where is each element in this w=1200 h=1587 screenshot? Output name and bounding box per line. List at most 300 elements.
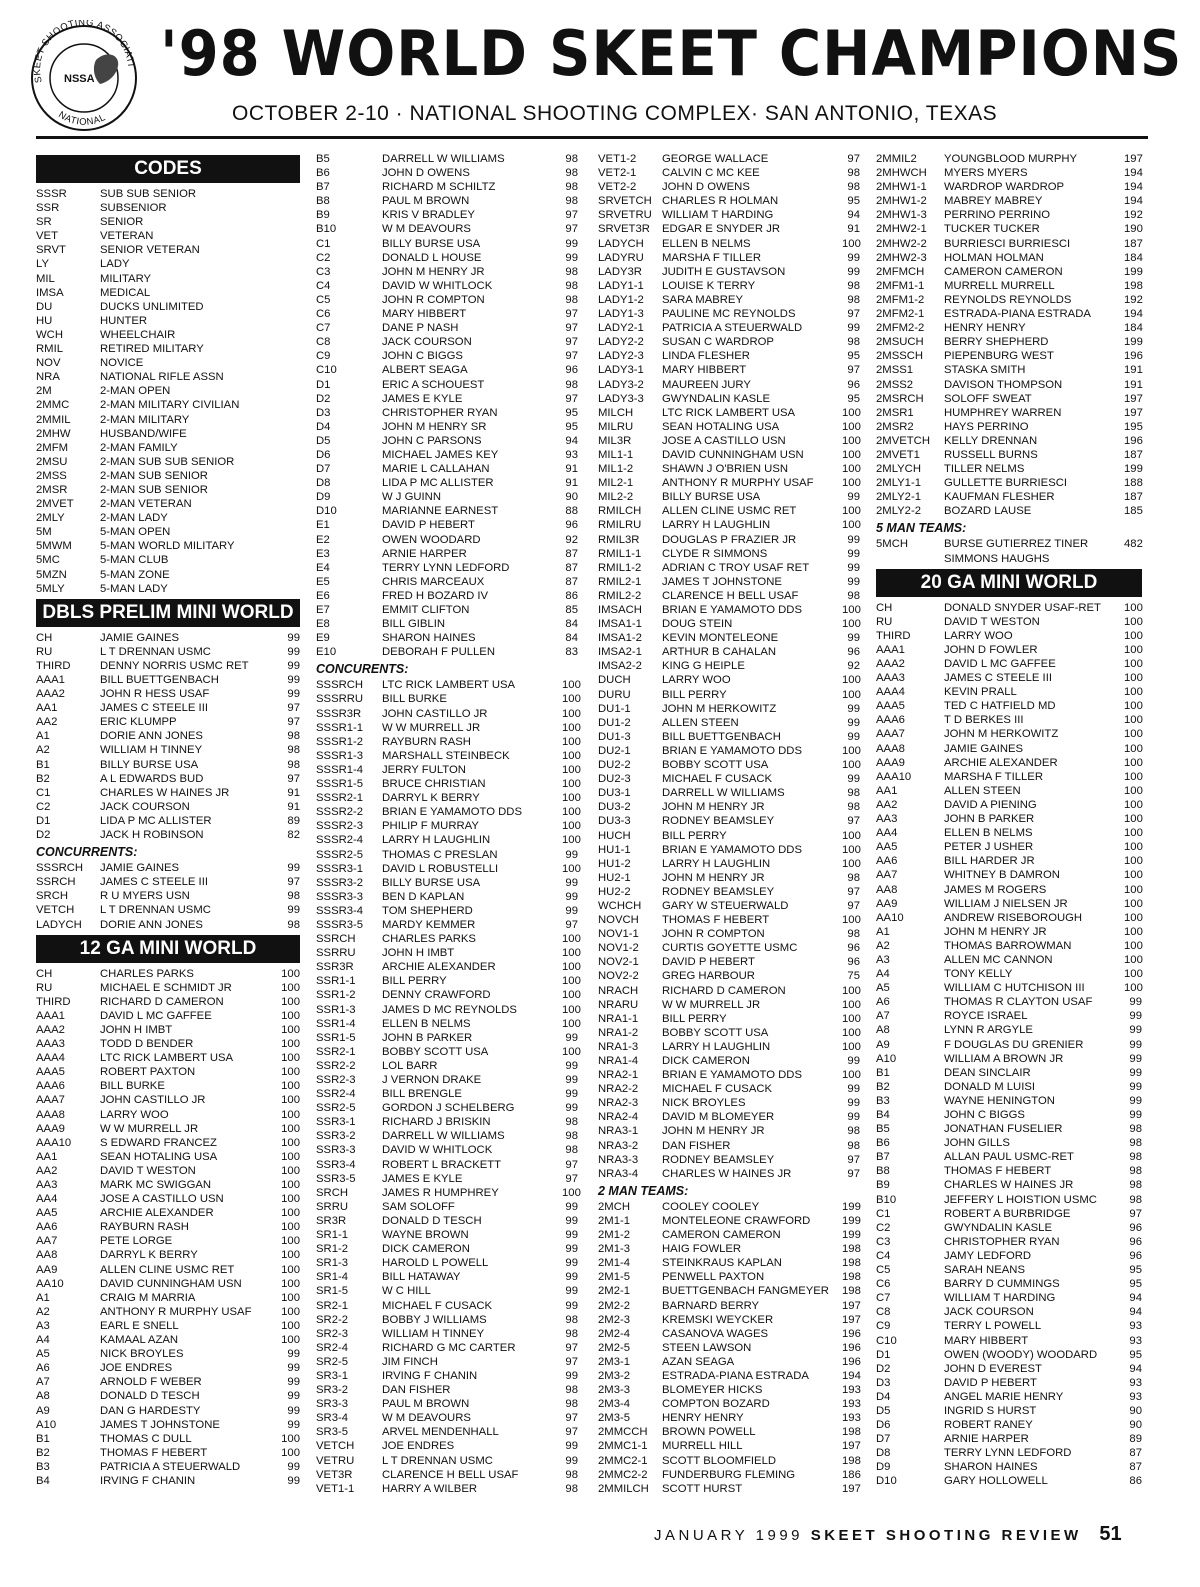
score: 94 [565, 434, 578, 447]
result-row [876, 1305, 1142, 1319]
category-code: DU [36, 300, 53, 313]
category-code: NRA3-2 [598, 1139, 639, 1152]
shooter-name: RAYBURN RASH [382, 735, 471, 748]
shooter-name: KING G HEIPLE [662, 660, 745, 673]
score: 100 [281, 967, 300, 980]
shooter-name: DEBORAH F PULLEN [382, 646, 495, 659]
category-code: SR1-2 [316, 1243, 349, 1256]
score: 99 [847, 1083, 860, 1096]
result-row [876, 1432, 1142, 1446]
score: 99 [565, 876, 578, 889]
score: 188 [1124, 477, 1143, 490]
category-code: C6 [316, 308, 331, 321]
category-code: D8 [316, 477, 331, 490]
shooter-name: W W MURRELL JR [382, 721, 481, 734]
category-code: AA1 [876, 784, 898, 797]
score: 98 [847, 928, 860, 941]
score: 198 [842, 1271, 861, 1284]
category-code: E2 [316, 533, 330, 546]
score: 100 [842, 448, 861, 461]
score: 97 [1129, 1207, 1142, 1220]
category-code: 2MHW [36, 427, 71, 440]
shooter-name: FUNDERBURG FLEMING [662, 1468, 796, 1481]
score: 84 [565, 618, 578, 631]
header-rule [36, 136, 1148, 139]
score: 199 [842, 1200, 861, 1213]
category-code: D5 [316, 434, 331, 447]
result-row [598, 1012, 860, 1026]
score: 84 [565, 632, 578, 645]
shooter-name: DAVID A PIENING [944, 798, 1037, 811]
category-code: LADY1-3 [598, 308, 644, 321]
result-row [876, 883, 1142, 897]
shooter-name: BILL PERRY [662, 688, 727, 701]
shooter-name: PIEPENBURG WEST [944, 350, 1054, 363]
score: 99 [287, 1362, 300, 1375]
category-code: SSSR2-1 [316, 792, 364, 805]
shooter-name: GARY W STEUERWALD [662, 899, 789, 912]
result-row [598, 547, 860, 561]
result-row [598, 349, 860, 363]
category-code: A2 [36, 744, 50, 757]
shooter-name: BUETTGENBACH FANGMEYER [662, 1285, 829, 1298]
result-row [36, 497, 300, 511]
score: 198 [842, 1257, 861, 1270]
score: 96 [565, 364, 578, 377]
shooter-name: 2-MAN SUB SENIOR [100, 469, 208, 482]
shooter-name: 5-MAN LADY [100, 582, 168, 595]
shooter-name: ARCHIE ALEXANDER [944, 756, 1058, 769]
result-row [36, 1150, 300, 1164]
shooter-name: TONY KELLY [944, 968, 1013, 981]
shooter-name: ESTRADA-PIANA ESTRADA [662, 1369, 809, 1382]
shooter-name: RICHARD M SCHILTZ [382, 181, 496, 194]
result-row [876, 601, 1142, 615]
result-row [316, 1383, 578, 1397]
score: 97 [565, 1341, 578, 1354]
category-code: SR1-4 [316, 1271, 349, 1284]
score: 99 [1129, 1024, 1142, 1037]
result-row [36, 525, 300, 539]
result-row [598, 1153, 860, 1167]
shooter-name: THOMAS C DULL [100, 1432, 192, 1445]
shooter-name: JAMES E KYLE [382, 392, 463, 405]
score [280, 328, 300, 342]
category-code: LADYRU [598, 251, 644, 264]
category-code: D10 [876, 1475, 897, 1488]
result-row [598, 222, 860, 236]
score: 100 [1124, 855, 1143, 868]
result-row [598, 237, 860, 251]
shooter-name: DUCKS UNLIMITED [100, 300, 204, 313]
result-row [316, 166, 578, 180]
score: 100 [1124, 700, 1143, 713]
category-code: 2MSU [36, 455, 68, 468]
category-code: RMIL3R [598, 533, 640, 546]
category-code: C10 [876, 1334, 897, 1347]
score: 96 [1129, 1235, 1142, 1248]
shooter-name: PETER J USHER [944, 841, 1034, 854]
shooter-name: HAROLD L POWELL [382, 1257, 489, 1270]
category-code: A6 [36, 1362, 50, 1375]
result-row [36, 772, 300, 786]
score: 482 [1124, 538, 1143, 551]
shooter-name: JEFFERY L HOISTION USMC [944, 1193, 1097, 1206]
score: 100 [562, 679, 581, 692]
result-row [316, 1341, 578, 1355]
score: 97 [565, 350, 578, 363]
score: 98 [287, 744, 300, 757]
shooter-name: MAUREEN JURY [662, 378, 751, 391]
category-code: D2 [876, 1362, 891, 1375]
category-code: SR [36, 216, 52, 229]
result-row [598, 871, 860, 885]
score: 195 [1124, 420, 1143, 433]
score: 99 [287, 1376, 300, 1389]
shooter-name: JOHN CASTILLO JR [382, 707, 488, 720]
category-code: 2MLY [36, 512, 65, 525]
result-row [876, 1235, 1142, 1249]
shooter-name: MONTELEONE CRAWFORD [662, 1214, 811, 1227]
shooter-name: JAMES E KYLE [382, 1172, 463, 1185]
score: 97 [287, 876, 300, 889]
result-row [876, 939, 1142, 953]
section-header: 20 GA MINI WORLD [876, 569, 1142, 597]
result-row [316, 603, 578, 617]
result-row [876, 1446, 1142, 1460]
shooter-name: DENNY CRAWFORD [382, 989, 491, 1002]
category-code: B3 [36, 1460, 50, 1473]
category-code: 5M [36, 526, 52, 539]
shooter-name: BOBBY SCOTT USA [382, 1045, 489, 1058]
score: 98 [847, 589, 860, 602]
score: 85 [565, 604, 578, 616]
score [280, 201, 300, 215]
result-row [316, 1369, 578, 1383]
result-row [316, 692, 581, 706]
category-code: SSRCH [316, 933, 356, 946]
category-code: SRVETCH [598, 195, 652, 208]
score: 97 [287, 772, 300, 785]
result-row [316, 265, 578, 279]
category-code: VET2-1 [598, 167, 637, 180]
category-code: D9 [316, 491, 331, 504]
score [280, 441, 300, 455]
score: 99 [565, 237, 578, 250]
category-code: 2MMILCH [598, 1482, 649, 1495]
result-row [598, 1313, 860, 1327]
score: 99 [565, 1229, 578, 1242]
result-row [598, 1397, 860, 1411]
shooter-name: CRAIG M MARRIA [100, 1291, 196, 1304]
category-code: LADY3R [598, 265, 642, 278]
category-code: A2 [36, 1305, 50, 1318]
score: 194 [1124, 308, 1143, 321]
score [280, 300, 300, 314]
result-row [876, 615, 1142, 629]
score: 196 [842, 1355, 861, 1368]
score [280, 568, 300, 582]
shooter-name: EARL E SNELL [100, 1319, 179, 1332]
category-code: A5 [36, 1348, 50, 1361]
score: 198 [842, 1285, 861, 1298]
score: 98 [847, 181, 860, 194]
shooter-name: SENIOR VETERAN [100, 244, 200, 257]
result-row [36, 814, 300, 828]
score: 100 [281, 1277, 300, 1290]
result-row [876, 194, 1142, 208]
score: 97 [565, 918, 578, 931]
result-row [36, 229, 300, 243]
result-row [598, 899, 860, 913]
result-row [316, 518, 578, 532]
category-code: A1 [36, 730, 50, 743]
shooter-name: MYERS MYERS [944, 167, 1028, 180]
result-row [876, 911, 1142, 925]
score: 99 [847, 251, 860, 264]
category-code: AAA2 [876, 658, 905, 670]
result-row [316, 932, 581, 946]
category-code: A5 [876, 982, 890, 995]
score: 91 [287, 800, 300, 813]
shooter-name: DORIE ANN JONES [100, 730, 203, 743]
shooter-name: EDGAR E SNYDER JR [662, 223, 781, 236]
shooter-name: BLOMEYER HICKS [662, 1384, 763, 1397]
score: 100 [842, 998, 861, 1011]
result-row [316, 1031, 578, 1045]
shooter-name: CHRIS MARCEAUX [382, 575, 485, 588]
result-row [36, 1164, 300, 1178]
score: 100 [281, 1193, 300, 1206]
result-row [876, 1221, 1142, 1235]
category-code: 2MSRCH [876, 392, 924, 405]
category-code: SR3R [316, 1214, 347, 1227]
shooter-name: KAUFMAN FLESHER [944, 491, 1055, 504]
category-code: 2MMIL [36, 413, 71, 426]
shooter-name: JOHN B PARKER [382, 1031, 473, 1044]
category-code: SRVT [36, 244, 66, 257]
category-code: SR2-3 [316, 1327, 349, 1340]
shooter-name: CHARLES R HOLMAN [662, 195, 779, 208]
shooter-name: THOMAS C PRESLAN [382, 848, 498, 861]
result-row [36, 1136, 300, 1150]
score: 99 [847, 533, 860, 546]
score: 192 [1124, 293, 1143, 306]
score: 99 [287, 904, 300, 917]
category-code: HU1-2 [598, 857, 631, 870]
category-code: D3 [316, 406, 331, 419]
shooter-name: ARCHIE ALEXANDER [382, 961, 496, 974]
result-row [36, 1277, 300, 1291]
result-row [36, 1192, 300, 1206]
score [280, 413, 300, 427]
category-code: NOV2-2 [598, 970, 639, 983]
shooter-name: DAVID P HEBERT [382, 519, 475, 532]
result-row [876, 671, 1142, 685]
result-row [316, 547, 578, 561]
category-code: AAA1 [36, 1009, 65, 1022]
score: 99 [1129, 1010, 1142, 1023]
shooter-name: WILLIAM T HARDING [662, 209, 774, 222]
shooter-name: DAVID L ROBUSTELLI [382, 862, 499, 875]
category-code: 2MVET [36, 498, 74, 511]
shooter-name: BILLY BURSE USA [382, 876, 481, 889]
result-row [36, 300, 300, 314]
shooter-name: DANE P NASH [382, 322, 459, 335]
score: 199 [1124, 336, 1143, 349]
score: 96 [1129, 1221, 1142, 1234]
page-title: '98 WORLD SKEET CHAMPIONS [160, 17, 1183, 90]
result-row [598, 955, 860, 969]
category-code: C1 [36, 786, 51, 799]
category-code: SR3-3 [316, 1398, 349, 1411]
result-row [36, 582, 300, 596]
result-row [316, 1270, 578, 1284]
result-row [36, 967, 300, 981]
result-row [876, 265, 1142, 279]
shooter-name: KELLY DRENNAN [944, 434, 1038, 447]
result-row [598, 1068, 860, 1082]
category-code: SR1-3 [316, 1257, 349, 1270]
result-row [876, 854, 1142, 868]
score: 98 [847, 801, 860, 814]
shooter-name: MARK MC SWIGGAN [100, 1179, 212, 1191]
result-row [36, 413, 300, 427]
score: 83 [565, 646, 578, 659]
result-row [316, 1073, 578, 1087]
result-row [36, 427, 300, 441]
category-code: SSRRU [316, 947, 356, 960]
shooter-name: SARAH NEANS [944, 1264, 1025, 1277]
category-code: C8 [316, 336, 331, 349]
shooter-name: KEVIN PRALL [944, 686, 1017, 699]
category-code: 2M1-2 [598, 1229, 631, 1242]
shooter-name: JOHN C BIGGS [944, 1109, 1025, 1121]
score: 99 [565, 1285, 578, 1298]
category-code: E10 [316, 646, 337, 659]
result-row [876, 208, 1142, 222]
result-row [598, 392, 860, 406]
score: 100 [842, 519, 861, 532]
score: 196 [1124, 434, 1143, 447]
shooter-name: DAVID W WHITLOCK [382, 279, 493, 292]
shooter-name: HARRY A WILBER [382, 1482, 478, 1495]
score [280, 398, 300, 412]
result-row [36, 1361, 300, 1375]
score: 99 [847, 491, 860, 504]
result-row [598, 1355, 860, 1369]
result-row [876, 434, 1142, 448]
score: 100 [1124, 897, 1143, 910]
category-code: LADY1-2 [598, 293, 644, 306]
result-row [36, 1305, 300, 1319]
category-code: AAA4 [876, 686, 905, 699]
result-row [36, 553, 300, 567]
score [280, 286, 300, 300]
score: 198 [842, 1426, 861, 1439]
shooter-name: BILL HATAWAY [382, 1271, 461, 1284]
result-row [36, 328, 300, 342]
result-row [316, 237, 578, 251]
score: 100 [1124, 968, 1143, 981]
section-header: DBLS PRELIM MINI WORLD [36, 599, 300, 627]
category-code: DUCH [598, 674, 631, 687]
shooter-name: EMMIT CLIFTON [382, 604, 470, 616]
score: 100 [842, 1026, 861, 1039]
result-row [598, 716, 860, 730]
score: 97 [565, 336, 578, 349]
shooter-name: BILL BRENGLE [382, 1088, 462, 1101]
result-row [876, 713, 1142, 727]
shooter-name: 2-MAN SUB SUB SENIOR [100, 455, 235, 468]
score [280, 427, 300, 441]
shooter-name: W W MURRELL JR [662, 998, 761, 1011]
score: 98 [287, 890, 300, 903]
category-code: VET1-1 [316, 1482, 355, 1495]
score: 100 [1124, 643, 1143, 656]
score: 100 [842, 406, 861, 419]
category-code: SSSR2-3 [316, 820, 364, 833]
result-row [598, 843, 860, 857]
score: 99 [1129, 1052, 1142, 1065]
shooter-name: BOBBY SCOTT USA [662, 759, 769, 772]
score: 99 [565, 1369, 578, 1382]
score: 186 [842, 1468, 861, 1481]
score: 87 [1129, 1447, 1142, 1460]
score: 100 [1124, 615, 1143, 628]
shooter-name: CLARENCE H BELL USAF [662, 589, 799, 602]
shooter-name: JOHN B PARKER [944, 813, 1035, 826]
score: 98 [565, 1130, 578, 1143]
category-code: 5MC [36, 554, 60, 567]
category-code: SSSR3-2 [316, 876, 364, 889]
shooter-name: JAMIE GAINES [944, 742, 1024, 755]
shooter-name: SEAN HOTALING USA [662, 420, 780, 433]
category-code: C5 [876, 1264, 891, 1277]
score: 197 [842, 1482, 861, 1495]
score: 100 [842, 843, 861, 856]
score: 100 [562, 693, 581, 706]
result-row [598, 1468, 860, 1482]
shooter-name: ANTHONY R MURPHY USAF [662, 477, 814, 490]
shooter-name: OWEN (WOODY) WOODARD [944, 1348, 1098, 1361]
shooter-name: BURRIESCI BURRIESCI [944, 237, 1071, 250]
category-code: SSSR3-1 [316, 862, 364, 875]
category-code: 2MVETCH [876, 434, 930, 447]
shooter-name: SHARON HAINES [944, 1461, 1038, 1474]
category-code: SSSRCH [36, 862, 84, 875]
shooter-name: ALLEN MC CANNON [944, 953, 1053, 966]
category-code: 2MMCCH [598, 1426, 648, 1439]
category-code: SR2-4 [316, 1341, 349, 1354]
score: 99 [847, 632, 860, 645]
score: 196 [1124, 350, 1143, 363]
shooter-name: ALLEN STEEN [662, 716, 739, 729]
score: 100 [281, 1164, 300, 1177]
category-code: C5 [316, 293, 331, 306]
category-code: A7 [36, 1376, 50, 1389]
result-row [876, 1319, 1142, 1333]
score: 99 [565, 1440, 578, 1453]
score: 197 [842, 1440, 861, 1453]
category-code: 2M1-1 [598, 1214, 631, 1227]
shooter-name: ROBERT PAXTON [100, 1066, 196, 1079]
result-row [876, 1207, 1142, 1221]
category-code: A6 [876, 996, 890, 1009]
shooter-name: HENRY HENRY [662, 1412, 744, 1425]
category-code: B10 [876, 1193, 897, 1206]
result-row [36, 1051, 300, 1065]
